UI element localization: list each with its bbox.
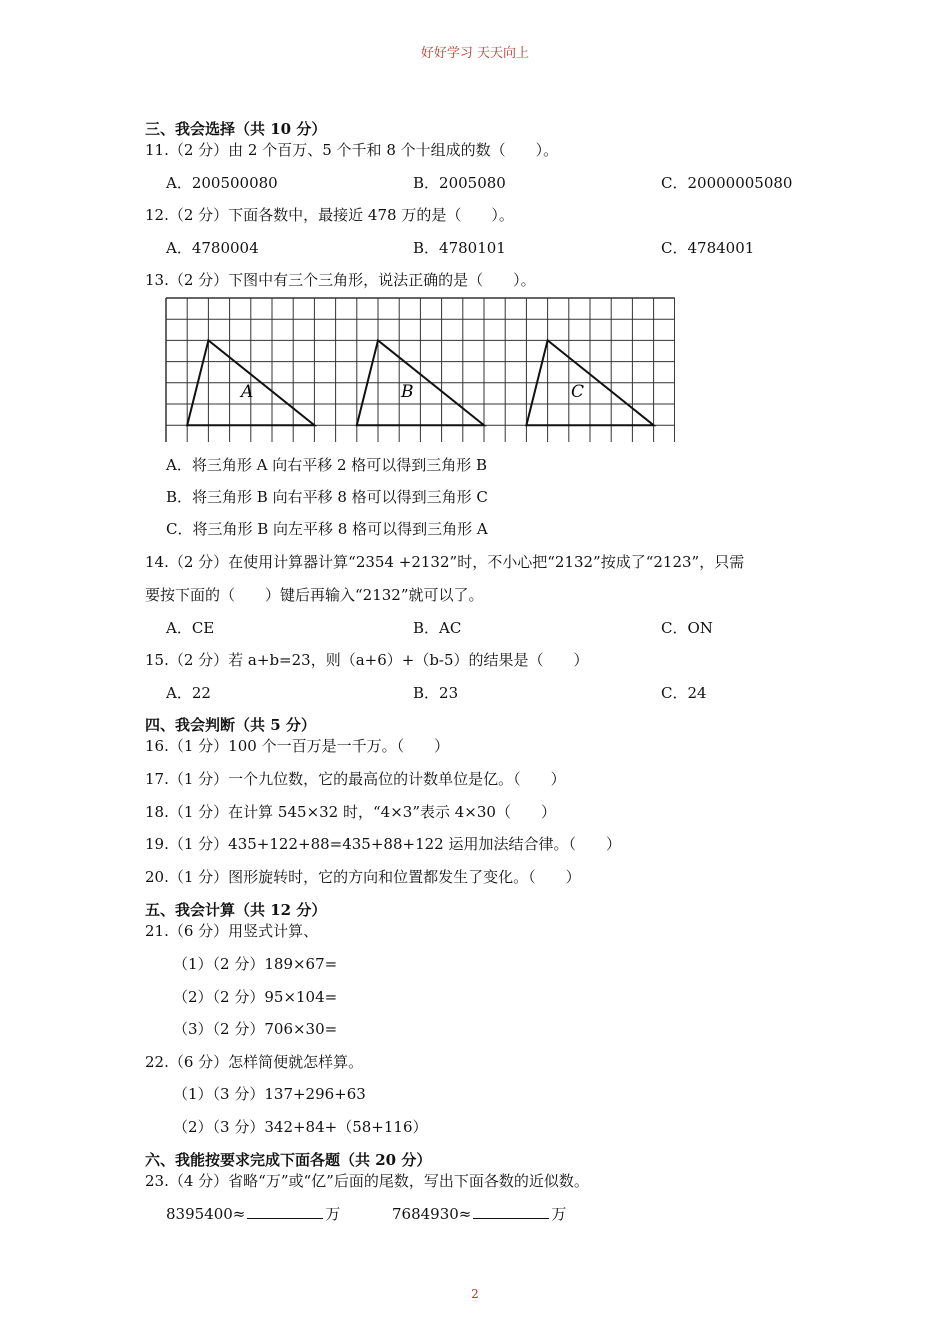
section-5-title: 五、我会计算（共 12 分） [145,901,327,919]
question-19: 19.（1 分）435+122+88=435+88+122 运用加法结合律。（ ） [145,835,621,853]
q23-number-1: 8395400≈ [166,1205,246,1223]
q23-answer-blank-1[interactable] [247,1204,323,1219]
question-15: 15.（2 分）若 a+b=23，则（a+6）+（b-5）的结果是（ ） [145,651,589,669]
grid-lines [166,298,675,442]
page-number: 2 [471,1287,479,1301]
triangle-label-b: B [401,382,414,402]
question-13: 13.（2 分）下图中有三个三角形，说法正确的是（ ）。 [145,271,536,289]
q22-part-2: （2）（3 分）342+84+（58+116） [173,1118,428,1136]
question-14-line-2: 要按下面的（ ）键后再输入“2132”就可以了。 [145,586,484,604]
triangle-label-a: A [241,382,254,402]
q15-option-b: B．23 [413,684,459,702]
question-23: 23.（4 分）省略“万”或“亿”后面的尾数，写出下面各数的近似数。 [145,1172,589,1190]
q23-unit-2: 万 [551,1205,567,1223]
q15-option-a: A．22 [166,684,211,702]
q12-option-c: C．4784001 [661,239,755,257]
q23-number-2: 7684930≈ [392,1205,472,1223]
q21-part-2: （2）（2 分）95×104= [173,988,338,1006]
question-14-line-1: 14.（2 分）在使用计算器计算“2354 +2132”时，不小心把“2132”按成了“2123”，只需 [145,553,745,571]
section-4-title: 四、我会判断（共 5 分） [145,716,316,734]
q11-option-b: B．2005080 [413,174,506,192]
q22-part-1: （1）（3 分）137+296+63 [173,1085,366,1103]
page-header: 好好学习 天天向上 [420,46,530,61]
q21-part-1: （1）（2 分）189×67= [173,955,338,973]
triangle-label-c: C [571,382,585,402]
q23-unit-1: 万 [325,1205,341,1223]
q12-option-a: A．4780004 [166,239,259,257]
question-17: 17.（1 分）一个九位数，它的最高位的计数单位是亿。（ ） [145,770,566,788]
q11-option-c: C．20000005080 [661,174,793,192]
question-18: 18.（1 分）在计算 545×32 时，“4×3”表示 4×30（ ） [145,803,556,821]
q15-option-c: C．24 [661,684,707,702]
question-21: 21.（6 分）用竖式计算、 [145,922,319,940]
q21-part-3: （3）（2 分）706×30= [173,1020,338,1038]
question-22: 22.（6 分）怎样简便就怎样算。 [145,1053,364,1071]
section-3-title: 三、我会选择（共 10 分） [145,120,327,138]
q12-option-b: B．4780101 [413,239,506,257]
triangle-grid-figure [165,297,675,442]
q14-option-b: B．AC [413,619,462,637]
q13-option-b: B．将三角形 B 向右平移 8 格可以得到三角形 C [166,488,488,506]
q13-option-a: A．将三角形 A 向右平移 2 格可以得到三角形 B [166,456,488,474]
question-12: 12.（2 分）下面各数中，最接近 478 万的是（ ）。 [145,206,514,224]
question-11: 11.（2 分）由 2 个百万、5 个千和 8 个十组成的数（ ）。 [145,141,559,159]
section-6-title: 六、我能按要求完成下面各题（共 20 分） [145,1151,432,1169]
q13-option-c: C．将三角形 B 向左平移 8 格可以得到三角形 A [166,520,488,538]
q23-item-2 [392,1203,566,1224]
q14-option-c: C．ON [661,619,713,637]
q14-option-a: A．CE [166,619,215,637]
q23-answer-blank-2[interactable] [473,1204,549,1219]
q23-item-1 [166,1203,340,1224]
question-16: 16.（1 分）100 个一百万是一千万。（ ） [145,737,450,755]
question-20: 20.（1 分）图形旋转时，它的方向和位置都发生了变化。（ ） [145,868,581,886]
q11-option-a: A．200500080 [166,174,278,192]
